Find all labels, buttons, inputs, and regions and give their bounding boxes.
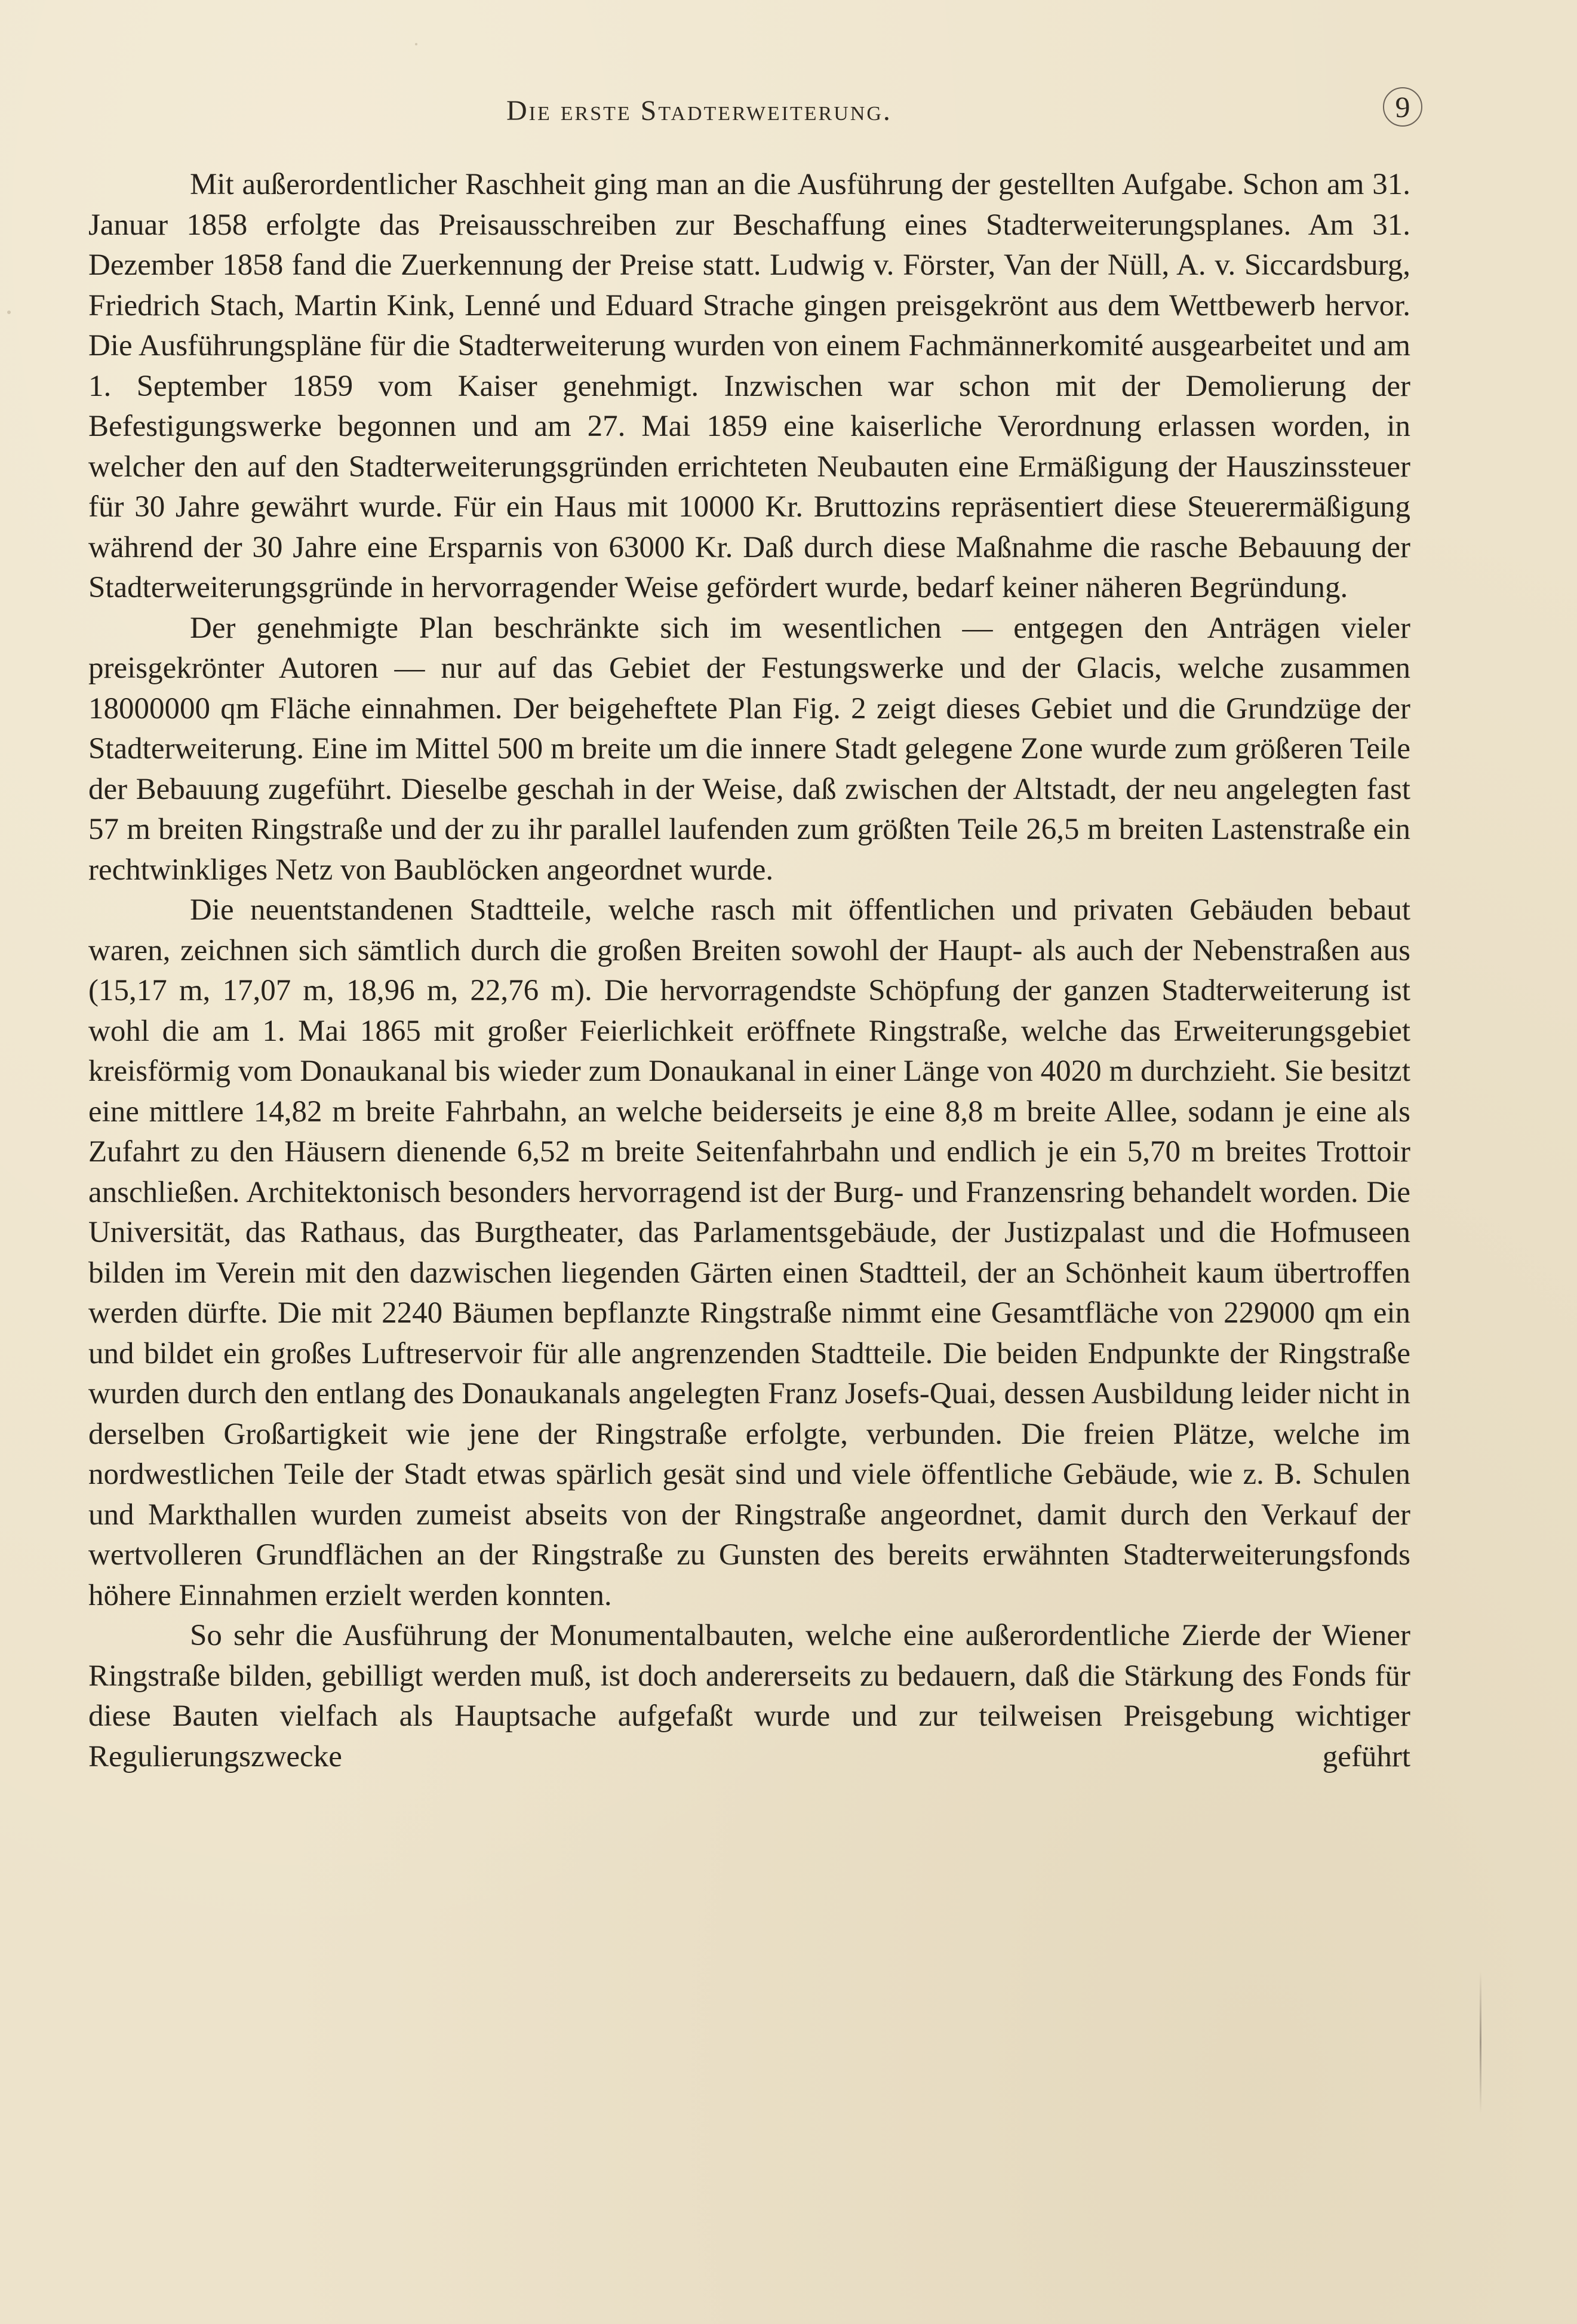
running-title: Die erste Stadterweiterung. bbox=[506, 95, 892, 127]
page-number: 9 bbox=[1383, 87, 1422, 127]
paragraph-1: Mit außerordentlicher Raschheit ging man an die Ausführung der gestellten Aufgabe. Schon am 31. Januar 1858 erfolgte das Preisausschreiben zur Beschaffung eines Stadterweiterungsplanes. Am 31. Dezember 1858 fand die Zuerkennung der Preise statt. Ludwig v. Förster, Van der Nüll, A. v. Siccardsburg, Friedrich Stach, Martin Kink, Lenné und Eduard Strache gingen preisgekrönt aus dem Wettbewerb hervor. Die Ausführungspläne für die Stadterweiterung wurden von einem Fachmännerkomité ausgearbeitet und am 1. September 1859 vom Kaiser genehmigt. Inzwischen war schon mit der Demolierung der Befestigungswerke begonnen und am 27. Mai 1859 eine kaiserliche Verordnung erlassen worden, in welcher den auf den Stadterweiterungsgründen errichteten Neubauten eine Ermäßigung der Hauszinssteuer für 30 Jahre gewährt wurde. Für ein Haus mit 10000 Kr. Bruttozins repräsentiert diese Steuerermäßigung während der 30 Jahre eine Ersparnis von 63000 Kr. Daß durch diese Maßnahme die rasche Bebauung der Stadterweiterungsgründe in hervorragender Weise gefördert wurde, bedarf keiner näheren Begründung. bbox=[88, 168, 1410, 604]
paper-edge-mark bbox=[1480, 1971, 1481, 2114]
paper-speck bbox=[7, 311, 11, 314]
paragraph-3: Die neuentstandenen Stadtteile, welche rasch mit öffentlichen und privaten Gebäuden bebaut waren, zeichnen sich sämtlich durch die großen Breiten sowohl der Haupt- als auch der Nebenstraßen aus (15,17 m, 17,07 m, 18,96 m, 22,76 m). Die hervorragendste Schöpfung der ganzen Stadterweiterung ist wohl die am 1. Mai 1865 mit großer Feierlichkeit eröffnete Ringstraße, welche das Erweiterungsgebiet kreisförmig vom Donaukanal bis wieder zum Donaukanal in einer Länge von 4020 m durchzieht. Sie besitzt eine mittlere 14,82 m breite Fahrbahn, an welche beiderseits je eine 8,8 m breite Allee, sodann je eine als Zufahrt zu den Häusern dienende 6,52 m breite Seitenfahrbahn und endlich je ein 5,70 m breites Trottoir anschließen. Architektonisch besonders hervorragend ist der Burg- und Franzensring behandelt worden. Die Universität, das Rathaus, das Burgtheater, das Parlamentsgebäude, der Justizpalast und die Hofmuseen bilden im Verein mit den dazwischen liegenden Gärten einen Stadtteil, der an Schönheit kaum übertroffen werden dürfte. Die mit 2240 Bäumen bepflanzte Ringstraße nimmt eine Gesamtfläche von 229000 qm ein und bildet ein großes Luftreservoir für alle angrenzenden Stadtteile. Die beiden Endpunkte der Ringstraße wurden durch den entlang des Donaukanals angelegten Franz Josefs-Quai, dessen Ausbildung leider nicht in derselben Großartigkeit wie jene der Ringstraße erfolgte, verbunden. Die freien Plätze, welche im nordwestlichen Teile der Stadt etwas spärlich gesät sind und viele öffentliche Gebäude, wie z. B. Schulen und Markthallen wurden zumeist abseits von der Ringstraße angeordnet, damit durch den Verkauf der wertvolleren Grundflächen an der Ringstraße zu Gunsten des bereits erwähnten Stadterweiterungsfonds höhere Einnahmen erzielt werden konnten. bbox=[88, 893, 1410, 1612]
body-text bbox=[88, 165, 1410, 1777]
paragraph-2: Der genehmigte Plan beschränkte sich im wesentlichen — entgegen den Anträgen vieler preisgekrönter Autoren — nur auf das Gebiet der Festungswerke und der Glacis, welche zusammen 18000000 qm Fläche einnahmen. Der beigeheftete Plan Fig. 2 zeigt dieses Gebiet und die Grundzüge der Stadterweiterung. Eine im Mittel 500 m breite um die innere Stadt gelegene Zone wurde zum größeren Teile der Bebauung zugeführt. Dieselbe geschah in der Weise, daß zwischen der Altstadt, der neu angelegten fast 57 m breiten Ringstraße und der zu ihr parallel laufenden zum größten Teile 26,5 m breiten Lastenstraße ein rechtwinkliges Netz von Baublöcken angeordnet wurde. bbox=[88, 611, 1410, 887]
paper-speck bbox=[415, 43, 417, 45]
paragraph-4: So sehr die Ausführung der Monumentalbauten, welche eine außerordentliche Zierde der Wiener Ringstraße bilden, gebilligt werden muß, ist doch andererseits zu bedauern, daß die Stärkung des Fonds für diese Bauten vielfach als Hauptsache aufgefaßt wurde und zur teilweisen Preisgebung wichtiger Regulierungszwecke geführt bbox=[88, 1619, 1410, 1773]
